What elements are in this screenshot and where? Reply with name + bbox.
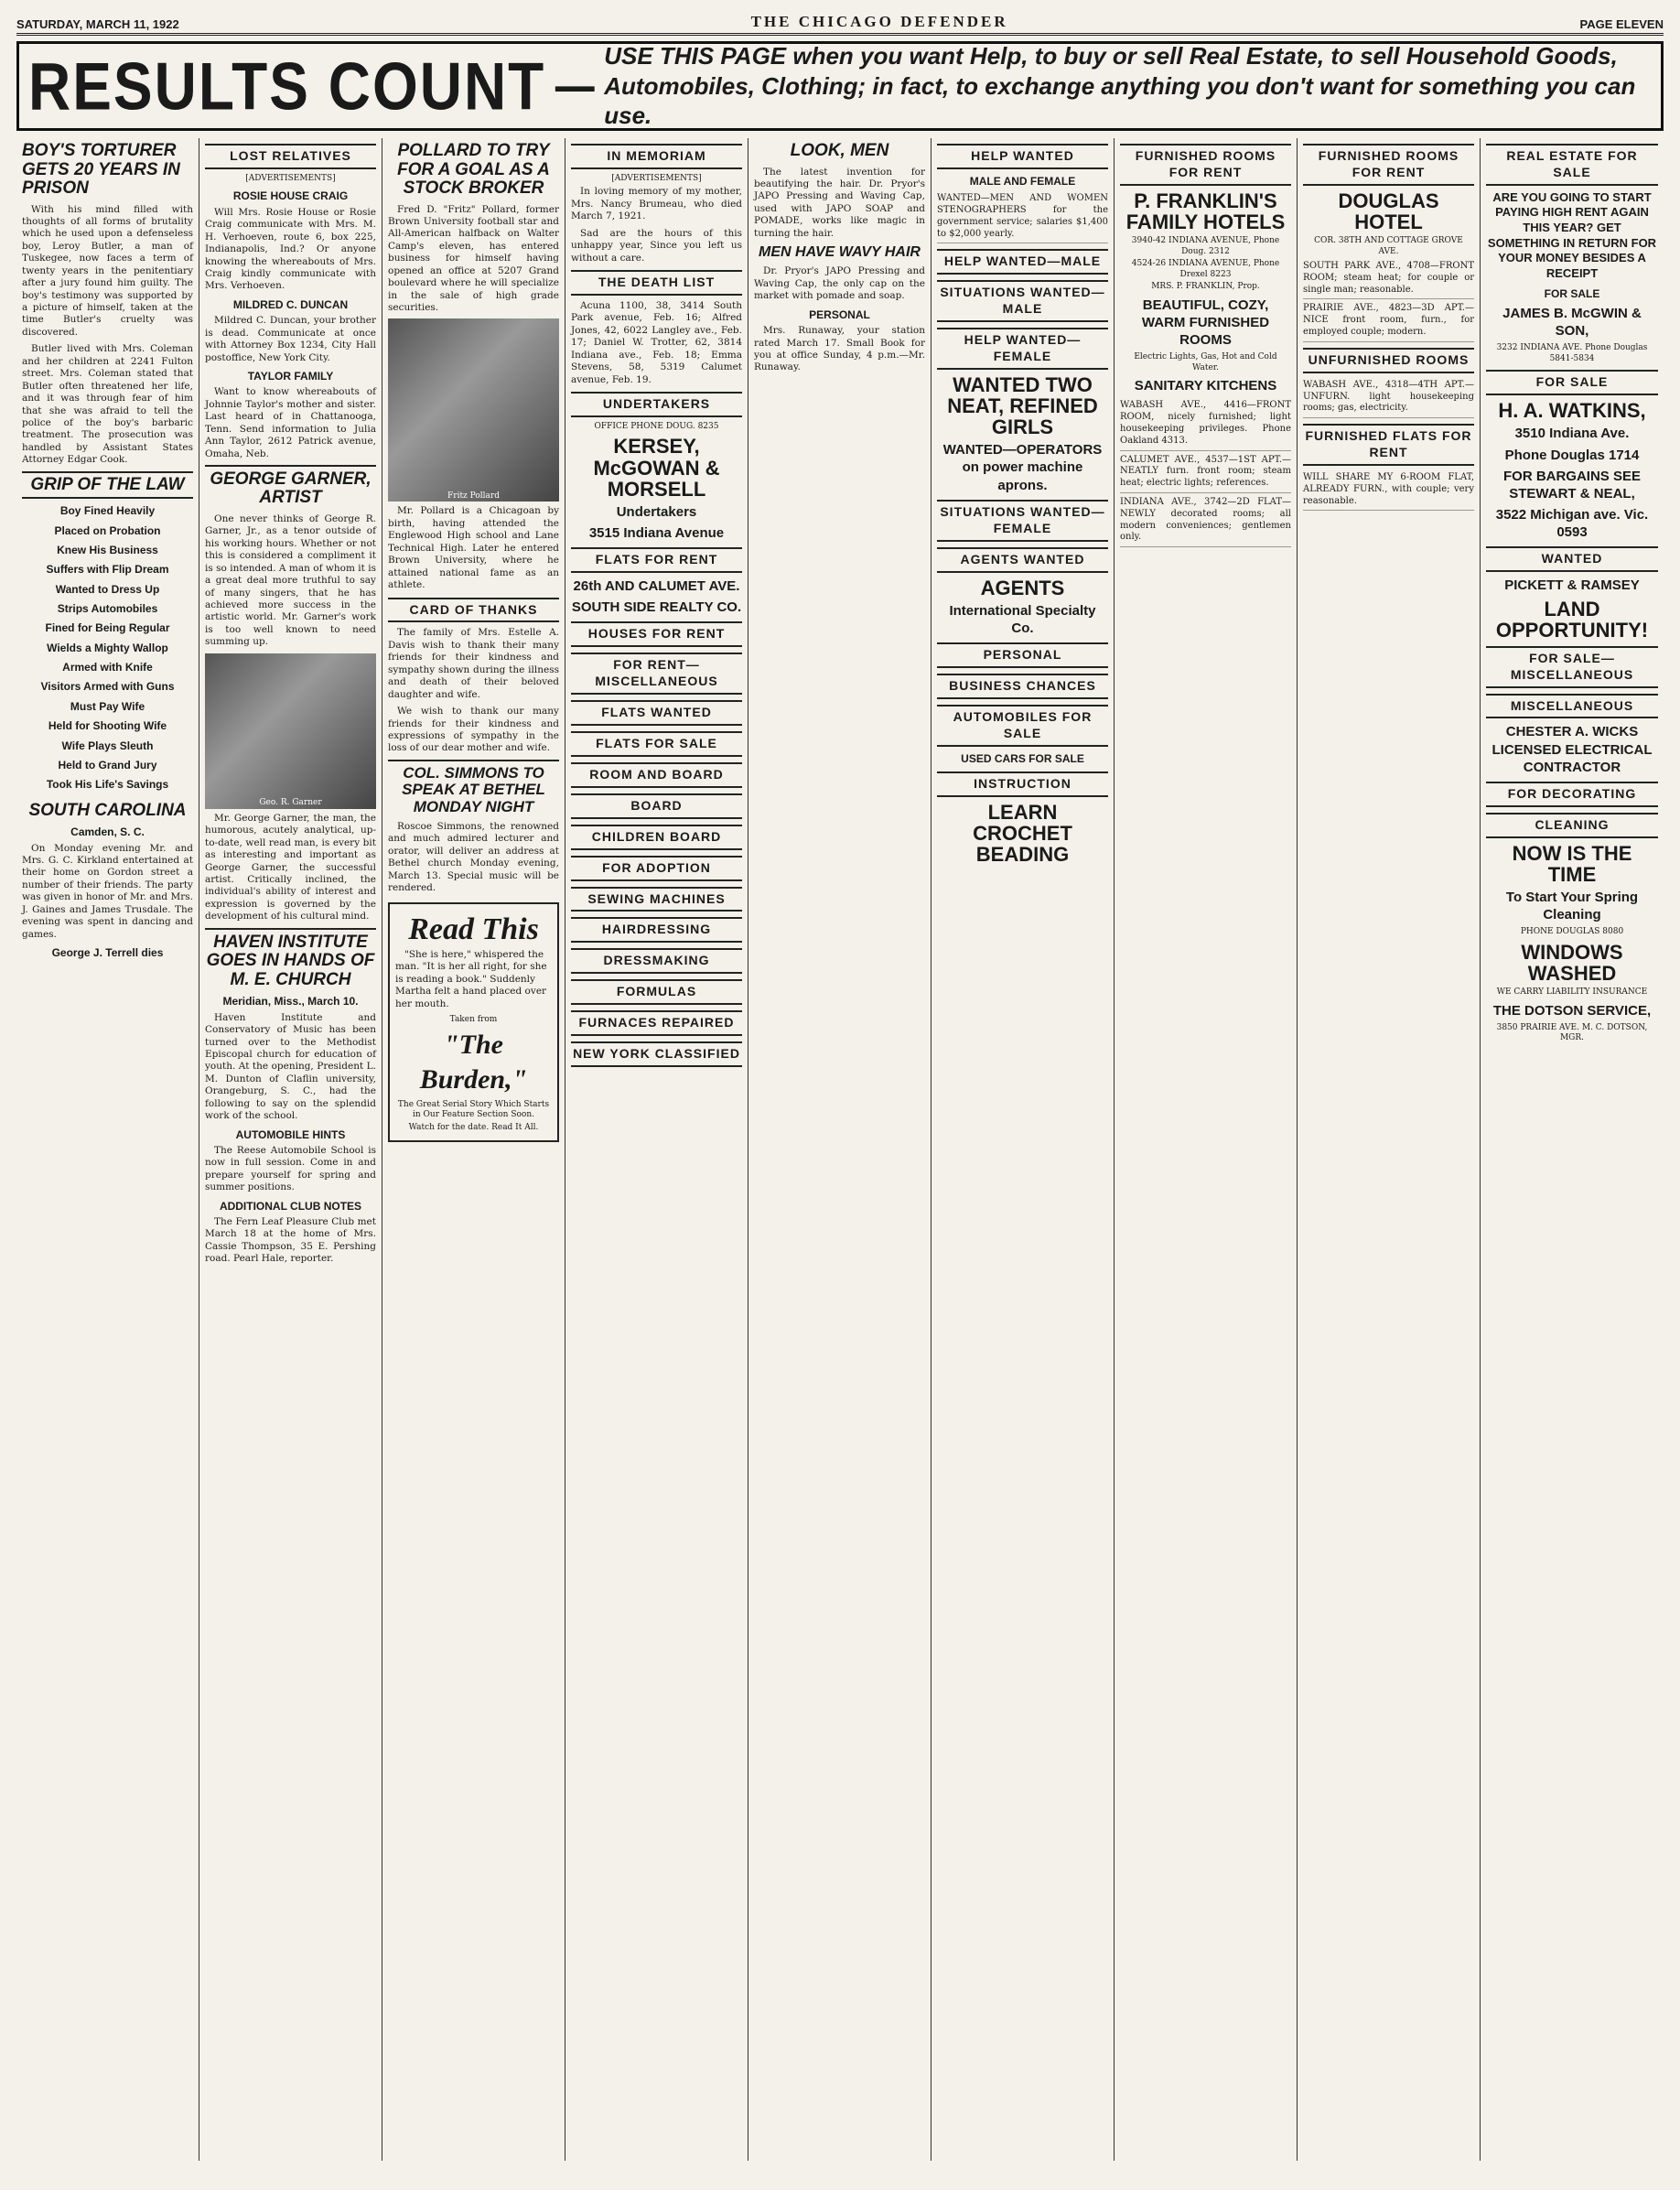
- portrait-caption: Geo. R. Garner: [259, 798, 322, 808]
- section-in-memoriam: IN MEMORIAM: [571, 144, 742, 169]
- section-death-list: THE DEATH LIST: [571, 270, 742, 296]
- display-ad-operators: WANTED—OPERATORS on power machine aprons.: [942, 442, 1103, 493]
- article-body: With his mind filled with thoughts of all forms of brutality which he used upon a defenseless boy, Leroy Butler, a man of Tuskegee, now faces a term of twenty years in the penitentiary after a jury found him guilty. The boy's testimony was supported by a picture of himself, taken at the time Butler's cruelty was discovered.: [22, 203, 193, 338]
- subhead: Strips Automobiles: [57, 602, 158, 616]
- section-personal: PERSONAL: [937, 642, 1108, 668]
- article-body: The latest invention for beautifying the hair. Dr. Pryor's JAPO Pressing and Waving Cap, used with JAPO SOAP and POMADE, works like magic in turning the hair.: [754, 166, 925, 239]
- obituary-title: George J. Terrell dies: [51, 946, 164, 960]
- section-help-wanted-male: HELP WANTED—MALE: [937, 249, 1108, 275]
- section-furnished-rooms: FURNISHED ROOMS FOR RENT: [1303, 144, 1474, 186]
- classified-ad: WANTED—MEN AND WOMEN STENOGRAPHERS for the government service; salaries $1,400 to $2,000 yearly.: [937, 191, 1108, 243]
- realty-firm: H. A. WATKINS,: [1498, 399, 1646, 423]
- article-body: Butler lived with Mrs. Coleman and her children at 2241 Fulton street. Mrs. Coleman stated that Butler often threatened her life, and it was through fear of him that she was afraid to tell the police of the boy's barbaric treatment. The prosecution was handled by Assistant States Attorney Edgar Cook.: [22, 343, 193, 466]
- section-personal: PERSONAL: [809, 307, 870, 321]
- hotel-firm: DOUGLAS HOTEL: [1338, 189, 1439, 233]
- death-list-text: Acuna 1100, 38, 3414 South Park avenue, Feb. 16; Alfred Jones, 42, 6022 Langley ave., Feb. 17; Daniel W. Trotter, 62, 3814 Indiana ave., Feb. 18; Emma Stevens, 58, 5319 Calumet avenue, Feb. 19.: [571, 299, 742, 385]
- section-flats-for-rent: FLATS FOR RENT: [571, 547, 742, 573]
- headline-pollard: POLLARD TO TRY FOR A GOAL AS A STOCK BROKER: [397, 141, 550, 199]
- display-ad-crochet: LEARN CROCHET BEADING: [973, 800, 1072, 867]
- dateline: Camden, S. C.: [70, 825, 145, 839]
- subhead: Wife Plays Sleuth: [61, 739, 154, 752]
- article-body: Mrs. Runaway, your station rated March 17. Small Book for you at office Sunday, 4 p.m.—Mr. Runaway.: [754, 325, 925, 373]
- section-lost-relatives: LOST RELATIVES: [205, 144, 376, 169]
- read-this-quote: "She is here," whispered the man. "It is her all right, for she is reading a book." Suddenly Martha felt a hand placed over her mouth.: [395, 949, 547, 1009]
- display-ad-bargains: FOR BARGAINS SEE STEWART & NEAL,: [1502, 468, 1641, 502]
- section-for-adoption: FOR ADOPTION: [571, 856, 742, 881]
- display-ad-now-is-the-time: NOW IS THE TIME: [1512, 841, 1632, 886]
- subhead: Suffers with Flip Dream: [46, 563, 169, 577]
- section-flats-for-sale: FLATS FOR SALE: [571, 731, 742, 757]
- hotel-address: 3940-42 INDIANA AVENUE, Phone Doug. 2312: [1131, 236, 1280, 256]
- section-new-york-classified: NEW YORK CLASSIFIED: [571, 1041, 742, 1067]
- section-sewing-machines: SEWING MACHINES: [571, 887, 742, 912]
- classified-ad: INDIANA AVE., 3742—2D FLAT—NEWLY decorated rooms; all modern conveniences; gentlemen only.: [1120, 495, 1291, 547]
- section-children-board: CHILDREN BOARD: [571, 825, 742, 850]
- realty-firm: SOUTH SIDE REALTY CO.: [571, 599, 742, 616]
- headline-george-garner: GEORGE GARNER, ARTIST: [205, 465, 376, 508]
- hotel-tagline: BEAUTIFUL, COZY, WARM FURNISHED ROOMS: [1141, 297, 1270, 348]
- the-burden-title: "The Burden,": [419, 1029, 528, 1095]
- banner-dash: —: [553, 60, 598, 112]
- section-furnished-rooms: FURNISHED ROOMS FOR RENT: [1120, 144, 1291, 186]
- realty-address: 3522 Michigan ave. Vic. 0593: [1495, 507, 1649, 541]
- headline-boys-torturer: BOY'S TORTURER GETS 20 YEARS IN PRISON: [22, 141, 180, 199]
- section-furnaces-repaired: FURNACES REPAIRED: [571, 1010, 742, 1036]
- section-formulas: FORMULAS: [571, 979, 742, 1005]
- hotel-address: COR. 38TH AND COTTAGE GROVE AVE.: [1314, 236, 1463, 256]
- section-dressmaking: DRESSMAKING: [571, 948, 742, 974]
- headline-look-men: LOOK, MEN: [790, 141, 889, 160]
- realty-firm: PICKETT & RAMSEY: [1504, 577, 1640, 594]
- banner-tagline-line1: USE THIS PAGE when you want Help, to buy or sell Real Estate, to sell Household Goods,: [604, 42, 1618, 70]
- undertaker-label: Undertakers: [616, 503, 697, 520]
- banner-tagline-line2: Automobiles, Clothing; in fact, to exchange anything you don't want for something you can use.: [604, 71, 1636, 130]
- classified-ad: WABASH AVE., 4416—FRONT ROOM, nicely furnished; light housekeeping privileges. Phone Oakland 4313.: [1120, 398, 1291, 450]
- classified-ad: WILL SHARE MY 6-ROOM FLAT, ALREADY FURN., with couple; very reasonable.: [1303, 470, 1474, 511]
- display-ad-windows-washed: WINDOWS WASHED: [1521, 940, 1623, 985]
- section-miscellaneous: MISCELLANEOUS: [1486, 694, 1658, 719]
- display-ad-high-rent: ARE YOU GOING TO START PAYING HIGH RENT AGAIN THIS YEAR? GET SOMETHING IN RETURN FOR YOUR MONEY BESIDES A RECEIPT: [1487, 189, 1657, 280]
- flat-ad-heading: 26th AND CALUMET AVE.: [573, 578, 740, 594]
- subhead: ADDITIONAL CLUB NOTES: [219, 1199, 362, 1213]
- subhead: Knew His Business: [57, 543, 158, 556]
- section-situations-wanted-male: SITUATIONS WANTED—MALE: [937, 280, 1108, 322]
- undertaker-phone: OFFICE PHONE DOUG. 8235: [594, 421, 719, 431]
- subhead: Wanted to Dress Up: [55, 582, 160, 596]
- article-body: We wish to thank our many friends for their kindness and expressions of sympathy in the loss of our dear mother and wife.: [388, 706, 559, 754]
- advertisements-label: [ADVERTISEMENTS]: [245, 173, 336, 183]
- subhead: Placed on Probation: [54, 523, 161, 537]
- section-board: BOARD: [571, 793, 742, 819]
- section-for-sale-misc: FOR SALE—MISCELLANEOUS: [1486, 646, 1658, 688]
- section-agents-wanted: AGENTS WANTED: [937, 547, 1108, 573]
- article-body: The Fern Leaf Pleasure Club met March 18 at the home of Mrs. Cassie Thompson, 35 E. Pershing road. Pearl Hale, reporter.: [205, 1216, 376, 1265]
- masthead-paper-name: THE CHICAGO DEFENDER: [750, 13, 1008, 30]
- display-ad-land: LAND OPPORTUNITY!: [1495, 597, 1649, 642]
- cleaning-firm: THE DOTSON SERVICE,: [1492, 1002, 1652, 1019]
- subhead: Must Pay Wife: [70, 699, 145, 713]
- subhead: Wields a Mighty Wallop: [47, 641, 168, 654]
- masthead: [16, 13, 1664, 36]
- subhead: Held for Shooting Wife: [48, 719, 167, 733]
- memorial-text: Sad are the hours of this unhappy year, Since you left us without a care.: [571, 227, 742, 264]
- column-news-4: [748, 138, 932, 2161]
- realty-address: 3510 Indiana Ave.: [1514, 426, 1630, 442]
- subhead: Armed with Knife: [62, 661, 153, 674]
- section-cleaning: CLEANING: [1486, 813, 1658, 838]
- subhead: Visitors Armed with Guns: [40, 680, 175, 694]
- headline-south-carolina: SOUTH CAROLINA: [28, 800, 187, 820]
- hotel-owner: MRS. P. FRANKLIN, Prop.: [1151, 282, 1260, 292]
- section-for-decorating: FOR DECORATING: [1486, 782, 1658, 807]
- section-automobiles-for-sale: AUTOMOBILES FOR SALE: [937, 705, 1108, 747]
- article-body: Roscoe Simmons, the renowned and much admired lecturer and orator, will deliver an address at Bethel church Monday evening, March 13. Special music will be rendered.: [388, 820, 559, 894]
- column-classified-5: [1481, 138, 1664, 2161]
- headline-haven-institute: HAVEN INSTITUTE GOES IN HANDS OF M. E. CHURCH: [205, 928, 376, 990]
- section-furnished-flats: FURNISHED FLATS FOR RENT: [1303, 424, 1474, 466]
- article-body: Mr. Pollard is a Chicagoan by birth, having attended the Englewood High school and Lane Technical High. Later he entered Brown University, where he attained national fame as an athlete.: [388, 505, 559, 591]
- column-news-1: [16, 138, 199, 2161]
- masthead-page-number: PAGE ELEVEN: [1579, 17, 1664, 31]
- subhead: MALE AND FEMALE: [969, 174, 1076, 188]
- notice-name: ROSIE HOUSE CRAIG: [232, 189, 349, 203]
- headline-col-simmons: COL. SIMMONS TO SPEAK AT BETHEL MONDAY NIGHT: [388, 760, 559, 815]
- column-classified-1: [565, 138, 748, 2161]
- section-unfurnished-rooms: UNFURNISHED ROOMS: [1303, 348, 1474, 373]
- column-news-3: [382, 138, 565, 2161]
- masthead-date: SATURDAY, MARCH 11, 1922: [16, 17, 179, 31]
- insurance-note: WE CARRY LIABILITY INSURANCE: [1496, 987, 1648, 998]
- article-body: Haven Institute and Conservatory of Music has been turned over to the Methodist Episcopal church for education of youth. At the opening, President L. M. Dunton of Claflin university, Orangeburg, S. C., had the following to say on the splendid work of the school.: [205, 1011, 376, 1122]
- notice-body: Mildred C. Duncan, your brother is dead. Communicate at once with Attorney Box 1234, City Hall postoffice, New York City.: [205, 315, 376, 363]
- column-classified-3: [1115, 138, 1298, 2161]
- notice-name: MILDRED C. DUNCAN: [232, 297, 349, 311]
- hotel-amenities: Electric Lights, Gas, Hot and Cold Water.: [1134, 352, 1277, 372]
- section-help-wanted: HELP WANTED: [937, 144, 1108, 169]
- column-classified-2: [932, 138, 1115, 2161]
- subhead: Held to Grand Jury: [58, 758, 157, 771]
- section-wanted: WANTED: [1486, 546, 1658, 572]
- notice-name: TAYLOR FAMILY: [247, 369, 334, 383]
- section-real-estate-for-sale: REAL ESTATE FOR SALE: [1486, 144, 1658, 186]
- banner-headline: RESULTS COUNT: [28, 48, 546, 124]
- taken-from: Taken from: [449, 1015, 498, 1025]
- realty-address: 3232 INDIANA AVE. Phone Douglas 5841-5834: [1496, 343, 1648, 363]
- display-ad-specialty-co: International Specialty Co.: [949, 602, 1096, 636]
- section-undertakers: UNDERTAKERS: [571, 392, 742, 417]
- watch-note: Watch for the date. Read It All.: [408, 1122, 539, 1132]
- article-body: On Monday evening Mr. and Mrs. G. C. Kirkland entertained at their home on Gordon street a number of their friends. The party was given in honor of Mr. and Mrs. J. Gaines and James Trusdale. The evening was spent in dancing and games.: [22, 842, 193, 940]
- classified-ad: PRAIRIE AVE., 4823—3D APT.—NICE front room, furn., for employed couple; modern.: [1303, 301, 1474, 341]
- section-situations-wanted-female: SITUATIONS WANTED—FEMALE: [937, 500, 1108, 542]
- section-business-chances: BUSINESS CHANCES: [937, 674, 1108, 699]
- serial-note: The Great Serial Story Which Starts in Our Feature Section Soon.: [397, 1099, 550, 1120]
- article-body: Dr. Pryor's JAPO Pressing and Waving Cap, the only cap on the market with pomade and soap.: [754, 265, 925, 302]
- subhead: USED CARS FOR SALE: [961, 751, 1084, 765]
- hotel-kitchens: SANITARY KITCHENS: [1134, 378, 1277, 394]
- article-body: Fred D. "Fritz" Pollard, former Brown University football star and All-American halfback on Walter Camp's eleven, has entered business for himself having opened an office at 5207 Grand boulevard where he will specialize in the sale of high grade securities.: [388, 203, 559, 314]
- column-classified-4: [1298, 138, 1481, 2161]
- section-for-rent-misc: FOR RENT—MISCELLANEOUS: [571, 653, 742, 695]
- portrait-image: [388, 318, 559, 502]
- hotel-address: 4524-26 INDIANA AVENUE, Phone Drexel 8223: [1131, 259, 1280, 279]
- electrical-contractor: CHESTER A. WICKS LICENSED ELECTRICAL CONTRACTOR: [1492, 724, 1653, 775]
- subhead: Took His Life's Savings: [46, 778, 169, 792]
- undertaker-firm: KERSEY, McGOWAN & MORSELL: [593, 435, 720, 501]
- section-card-of-thanks: CARD OF THANKS: [388, 598, 559, 623]
- dateline: Meridian, Miss., March 10.: [222, 995, 359, 1009]
- section-hairdressing: HAIRDRESSING: [571, 917, 742, 943]
- section-flats-wanted: FLATS WANTED: [571, 700, 742, 726]
- results-count-banner: [16, 41, 1664, 131]
- advertisements-label: [ADVERTISEMENTS]: [611, 173, 702, 183]
- notice-body: Want to know whereabouts of Johnnie Taylor's mother and sister. Last heard of in Chattanooga, Tenn. Send information to Julia Ann Taylor, 2612 Patrick avenue, Omaha, Neb.: [205, 386, 376, 459]
- memorial-text: In loving memory of my mother, Mrs. Nancy Brumeau, who died March 7, 1921.: [571, 186, 742, 222]
- display-ad-two-girls: WANTED TWO NEAT, REFINED GIRLS: [947, 372, 1098, 439]
- article-body: The family of Mrs. Estelle A. Davis wish to thank their many friends for their kindness and sympathy shown during the illness and death of their beloved daughter and wife.: [388, 627, 559, 700]
- portrait-caption: Fritz Pollard: [447, 491, 500, 501]
- display-ad-agents: AGENTS: [980, 576, 1065, 599]
- realty-phone: Phone Douglas 1714: [1504, 447, 1640, 463]
- cleaning-address: 3850 PRAIRIE AVE. M. C. DOTSON, MGR.: [1496, 1022, 1648, 1043]
- section-room-and-board: ROOM AND BOARD: [571, 762, 742, 788]
- classified-ad: CALUMET AVE., 4537—1ST APT.—NEATLY furn. front room; steam heat; electric lights; references.: [1120, 453, 1291, 493]
- section-instruction: INSTRUCTION: [937, 771, 1108, 797]
- hotel-firm: P. FRANKLIN'S FAMILY HOTELS: [1125, 189, 1286, 233]
- classified-ad: SOUTH PARK AVE., 4708—FRONT ROOM; steam heat; for couple or single man; reasonable.: [1303, 259, 1474, 299]
- realty-firm: JAMES B. McGWIN & SON,: [1502, 305, 1642, 340]
- read-this-box: [388, 902, 559, 1143]
- undertaker-address: 3515 Indiana Avenue: [588, 524, 725, 541]
- headline-grip-of-the-law: GRIP OF THE LAW: [22, 471, 193, 500]
- read-this-title: Read This: [408, 912, 539, 946]
- headline-wavy-hair: MEN HAVE WAVY HAIR: [759, 244, 921, 261]
- subhead: Fined for Being Regular: [45, 621, 170, 635]
- subhead: AUTOMOBILE HINTS: [235, 1127, 346, 1141]
- notice-body: Will Mrs. Rosie House or Rosie Craig communicate with Mrs. M. H. Verhoeven, route 6, box 225, Indianapolis, Ind.? Or anyone knowing the whereabouts of Mrs. Craig kindly communicate with Mrs. Verhoeven.: [205, 206, 376, 292]
- article-body: Mr. George Garner, the man, the humorous, acutely analytical, up-to-date, well read man, is every bit as interesting and important as George Garner, the successful artist. Critically inclined, the individual's ability of interest and expression is governed by the development of his cultural mind.: [205, 812, 376, 922]
- columns: [16, 138, 1664, 2161]
- article-body: One never thinks of George R. Garner, Jr., as a tenor outside of his working hours. Whether or not this is considered a compliment it is so intended. A man of whom it is a great deal more truthful to say of many singers, that he has achieved more success in the artistic world. Mr. Garner's work is too well known to need summing up.: [205, 512, 376, 648]
- subhead: Boy Fined Heavily: [59, 504, 156, 518]
- section-for-sale: FOR SALE: [1486, 370, 1658, 395]
- column-news-2: [199, 138, 382, 2161]
- subhead: FOR SALE: [1544, 286, 1600, 300]
- portrait-image: [205, 653, 376, 809]
- cleaning-phone: PHONE DOUGLAS 8080: [1520, 927, 1624, 937]
- classified-ad: WABASH AVE., 4318—4TH APT.—UNFURN. light housekeeping rooms; gas, electricity.: [1303, 378, 1474, 418]
- article-body: The Reese Automobile School is now in full session. Come in and prepare yourself for spring and summer positions.: [205, 1144, 376, 1193]
- newspaper-page: [16, 13, 1664, 2159]
- display-ad-spring-cleaning: To Start Your Spring Cleaning: [1505, 890, 1639, 923]
- section-help-wanted-female: HELP WANTED—FEMALE: [937, 328, 1108, 370]
- banner-tagline: [604, 41, 1652, 131]
- section-houses-for-rent: HOUSES FOR RENT: [571, 621, 742, 647]
